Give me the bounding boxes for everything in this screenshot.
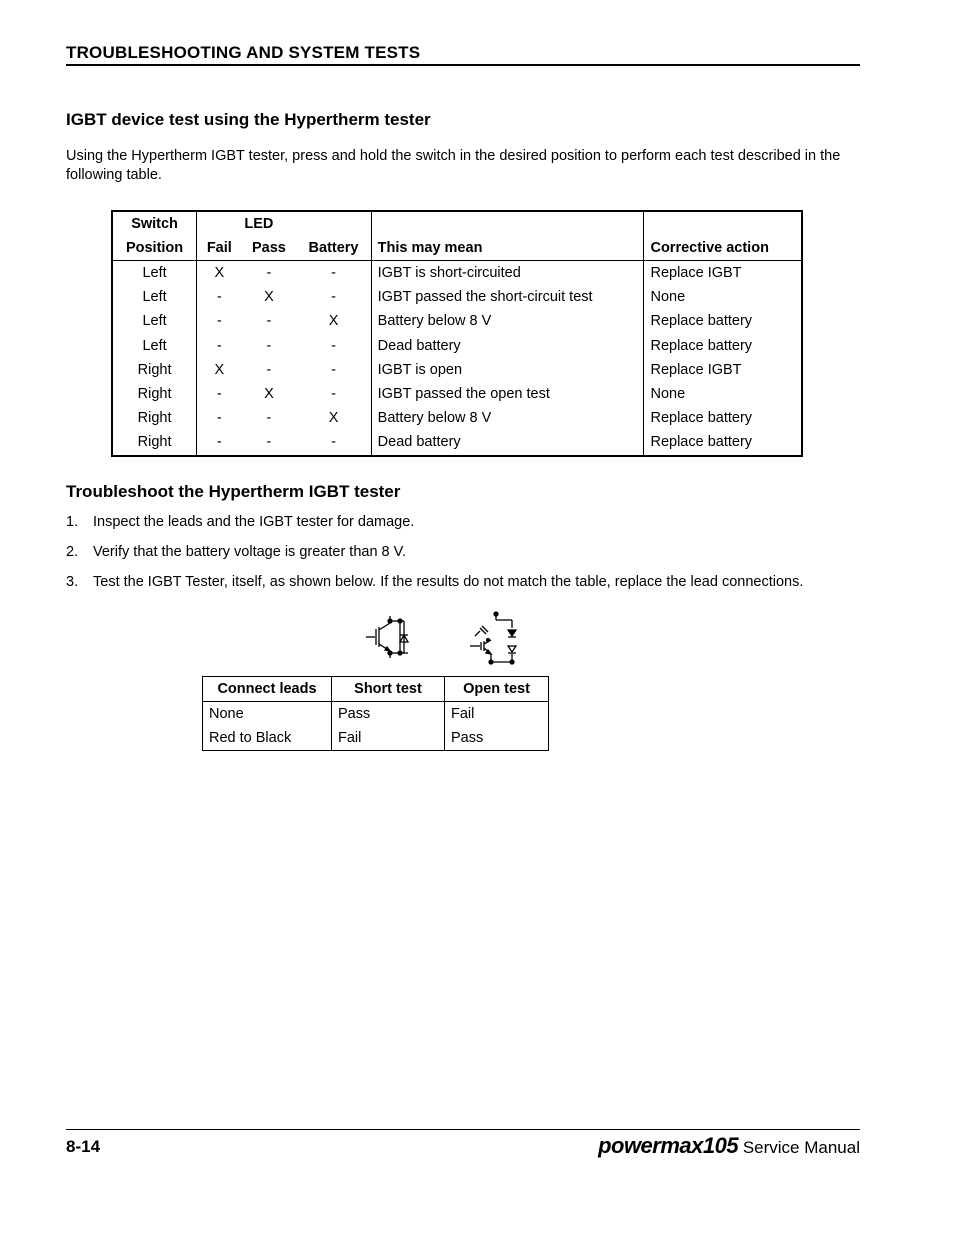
list-item: 3. Test the IGBT Tester, itself, as shown below. If the results do not match the table, replace the lead connections. (66, 574, 804, 590)
cell-fail: - (216, 289, 222, 306)
col-fail: Fail (197, 236, 242, 261)
footer-brand (598, 1133, 860, 1159)
cell-action: Replace battery (650, 434, 753, 451)
col-switch: Switch (112, 211, 197, 236)
cell-short: Fail (332, 726, 445, 751)
cell-fail: - (216, 337, 222, 354)
cell-battery: - (296, 382, 371, 406)
col-pass: Pass (241, 236, 296, 261)
cell-connect: Red to Black (203, 726, 332, 751)
cell-connect: None (203, 702, 332, 727)
table-row (112, 358, 802, 382)
cell-pass: X (264, 289, 274, 306)
cell-position: Right (112, 382, 197, 406)
page-number: 8-14 (66, 1137, 101, 1156)
cell-meaning: IGBT is open (371, 358, 644, 382)
col-battery: Battery (296, 236, 371, 261)
cell-pass: - (266, 337, 272, 354)
cell-action: Replace battery (650, 410, 753, 427)
cell-meaning: Dead battery (371, 430, 644, 455)
igbt-single-symbol-icon (366, 616, 408, 658)
cell-fail: - (216, 434, 222, 451)
cell-meaning: IGBT passed the short-circuit test (371, 285, 644, 309)
col-short-test: Short test (332, 677, 445, 702)
cell-short: Pass (332, 702, 445, 727)
header-divider (66, 64, 860, 66)
table-row (112, 334, 802, 358)
cell-position: Left (112, 334, 197, 358)
manual-label: Service Manual (742, 1138, 860, 1157)
col-meaning: This may mean (371, 236, 644, 261)
table-row (112, 406, 802, 430)
section-title: TROUBLESHOOTING AND SYSTEM TESTS (66, 43, 421, 62)
cell-meaning: Dead battery (371, 334, 644, 358)
igbt-test-heading: IGBT device test using the Hypertherm tester (66, 110, 431, 129)
cell-action: Replace IGBT (650, 361, 742, 378)
cell-fail: X (214, 265, 225, 282)
cell-position: Right (112, 430, 197, 455)
cell-action: None (650, 289, 686, 306)
table-row (112, 285, 802, 309)
cell-fail: X (214, 361, 225, 378)
cell-position: Right (112, 358, 197, 382)
cell-fail: - (216, 386, 222, 403)
col-action-top (644, 211, 802, 236)
footer-divider (66, 1129, 860, 1130)
col-connect-leads: Connect leads (203, 677, 332, 702)
cell-action: None (650, 386, 686, 403)
cell-open: Fail (445, 702, 549, 727)
igbt-symbols (360, 608, 530, 670)
cell-pass: - (266, 410, 272, 427)
cell-pass: - (266, 265, 272, 282)
cell-battery: - (296, 358, 371, 382)
cell-position: Left (112, 285, 197, 309)
cell-meaning: IGBT is short-circuited (371, 261, 644, 286)
cell-pass: - (266, 313, 272, 330)
cell-battery: - (296, 430, 371, 455)
lead-test-table (202, 676, 549, 751)
igbt-test-intro: Using the Hypertherm IGBT tester, press and hold the switch in the desired position to perform each test described in the following table. (66, 148, 841, 183)
cell-action: Replace IGBT (650, 265, 742, 282)
cell-position: Left (112, 261, 197, 286)
igbt-dual-symbol-icon (470, 612, 516, 664)
led-results-table (111, 210, 803, 457)
list-item: 2. Verify that the battery voltage is greater than 8 V. (66, 544, 407, 560)
troubleshoot-heading: Troubleshoot the Hypertherm IGBT tester (66, 482, 401, 501)
cell-meaning: Battery below 8 V (371, 309, 644, 333)
cell-fail: - (216, 410, 222, 427)
cell-action: Replace battery (650, 313, 753, 330)
cell-battery: - (296, 285, 371, 309)
cell-pass: - (266, 361, 272, 378)
cell-pass: - (266, 434, 272, 451)
brand-logo: powermax105 (598, 1133, 739, 1158)
table-row (112, 430, 802, 455)
troubleshoot-steps (66, 513, 866, 603)
table-row (112, 382, 802, 406)
table-row (203, 702, 549, 727)
table-row (203, 726, 549, 751)
cell-meaning: Battery below 8 V (371, 406, 644, 430)
cell-position: Left (112, 309, 197, 333)
cell-battery: X (296, 309, 371, 333)
cell-meaning: IGBT passed the open test (371, 382, 644, 406)
cell-action: Replace battery (650, 337, 753, 354)
col-meaning-top (371, 211, 644, 236)
cell-battery: X (296, 406, 371, 430)
table-row (112, 261, 802, 286)
col-position: Position (112, 236, 197, 261)
col-led-group: LED (197, 211, 372, 236)
col-action: Corrective action (644, 236, 802, 261)
cell-battery: - (296, 334, 371, 358)
cell-battery: - (296, 261, 371, 286)
cell-position: Right (112, 406, 197, 430)
cell-open: Pass (445, 726, 549, 751)
cell-pass: X (264, 386, 274, 403)
cell-fail: - (216, 313, 222, 330)
list-item: 1. Inspect the leads and the IGBT tester for damage. (66, 514, 415, 530)
table-row (112, 309, 802, 333)
col-open-test: Open test (445, 677, 549, 702)
